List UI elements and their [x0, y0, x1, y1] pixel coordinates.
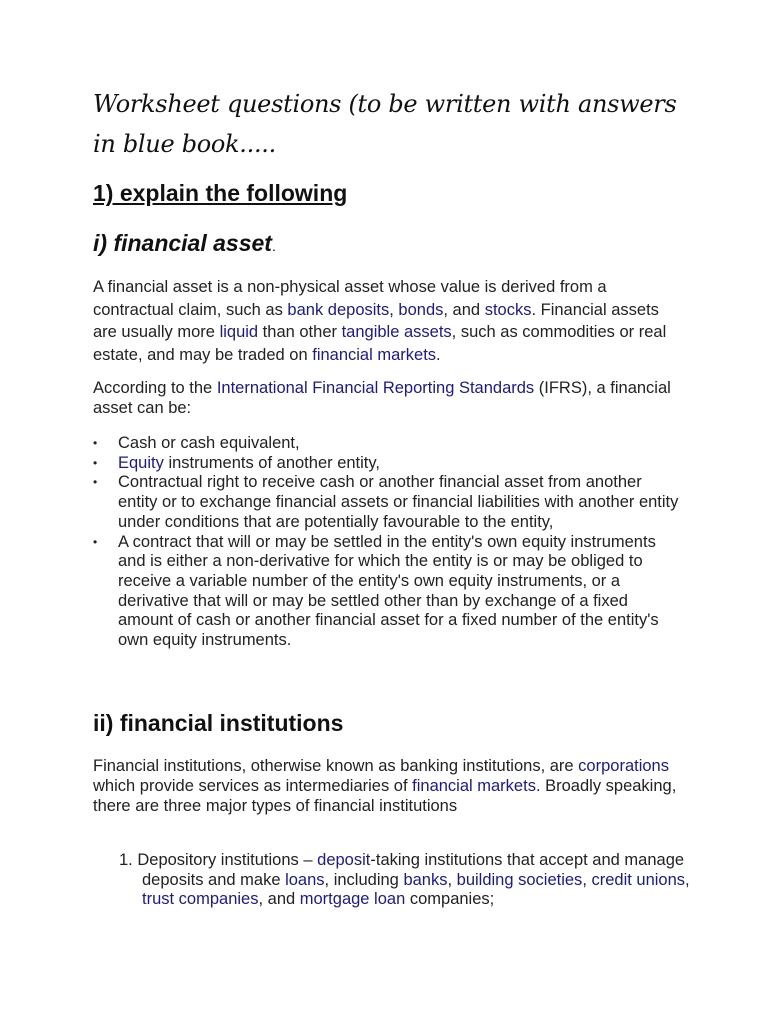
bullet-glyph: • — [93, 534, 98, 549]
text: According to the — [93, 379, 217, 397]
section-heading: 1) explain the following — [93, 180, 348, 206]
list-item-text: instruments of another entity, — [163, 453, 380, 472]
paragraph-financial-asset-definition — [93, 276, 685, 366]
link-bonds[interactable]: bonds — [398, 300, 444, 319]
text: Depository institutions — [137, 851, 304, 869]
item-number: 1. — [119, 851, 138, 869]
subheading-financial-asset-text: i) financial asset — [93, 230, 272, 256]
link-bank-deposits[interactable]: bank deposits — [287, 300, 390, 319]
text: -taking institutions that accept and manage deposits and make — [142, 851, 685, 889]
text: . — [436, 345, 441, 364]
link-financial-markets-2[interactable]: financial markets — [412, 777, 536, 795]
link-tangible-assets[interactable]: tangible assets — [341, 323, 452, 341]
link-trust-companies[interactable]: trust companies — [142, 890, 259, 909]
list-item-text: A contract that will or may be settled in the entity's own equity instruments and is either a non-derivative for which the entity is or may be obliged to receive a variable number of the entity's own equity instruments, or a derivative that will or may be settled other than by exchange of a fixed amount of cash or another financial asset for a fixed number of the entity's own equity instruments. — [118, 532, 659, 650]
financial-asset-list — [93, 434, 685, 651]
link-deposit[interactable]: deposit — [317, 851, 371, 869]
text: than other — [258, 323, 342, 341]
text: , and — [258, 890, 300, 909]
subheading-financial-asset — [93, 226, 276, 263]
text: A financial asset is a non-physical asset whose value is derived from a contractual claim, such as — [93, 278, 607, 319]
text: , — [389, 300, 399, 319]
text: Financial institutions, otherwise known as banking institutions, are — [93, 757, 579, 775]
link-equity[interactable]: Equity — [118, 453, 164, 472]
text: , — [685, 870, 690, 889]
bullet-glyph: • — [93, 455, 98, 470]
text: , — [582, 870, 592, 889]
text: (IFRS), a financial asset can be: — [93, 379, 671, 417]
text: , such as commodities or real estate, and may be traded on — [93, 323, 667, 364]
text: . Broadly speaking, there are three major types of financial institutions — [93, 777, 677, 815]
text: , and — [443, 300, 485, 319]
subheading-period: . — [271, 238, 276, 254]
bullet-glyph: • — [93, 436, 98, 450]
text: which provide services as intermediaries of — [93, 777, 413, 795]
link-financial-markets[interactable]: financial markets — [312, 345, 437, 364]
link-credit-unions[interactable]: credit unions — [591, 870, 686, 889]
link-corporations[interactable]: corporations — [578, 757, 669, 775]
list-item — [93, 454, 685, 474]
dash: – — [303, 851, 313, 869]
numbered-item-depository-institutions — [119, 851, 722, 910]
text: companies; — [405, 890, 495, 909]
list-item — [93, 533, 685, 651]
list-item-text: Cash or cash equivalent, — [118, 434, 300, 452]
link-stocks[interactable]: stocks — [484, 300, 532, 319]
link-ifrs[interactable]: International Financial Reporting Standards — [216, 379, 535, 397]
link-banks[interactable]: banks — [403, 870, 448, 889]
subheading-financial-institutions: ii) financial institutions — [93, 710, 344, 736]
bullet-glyph: • — [93, 475, 98, 490]
list-item — [93, 434, 685, 454]
link-liquid[interactable]: liquid — [219, 323, 259, 341]
link-loans[interactable]: loans — [285, 870, 325, 889]
paragraph-financial-institutions — [93, 756, 685, 816]
text: . Financial assets are usually more — [93, 300, 659, 341]
text: , — [447, 870, 457, 889]
text: , including — [324, 870, 404, 889]
worksheet-title: Worksheet questions (to be written with answers in blue book..... — [93, 90, 677, 158]
list-item — [93, 473, 685, 532]
link-mortgage-loan[interactable]: mortgage loan — [299, 890, 406, 909]
paragraph-ifrs — [93, 378, 685, 418]
list-item-text: Contractual right to receive cash or another financial asset from another entity or to exchange financial assets or financial liabilities with another entity under conditions that are potentially favourable to the entity, — [118, 473, 679, 531]
link-building-societies[interactable]: building societies — [456, 870, 583, 889]
